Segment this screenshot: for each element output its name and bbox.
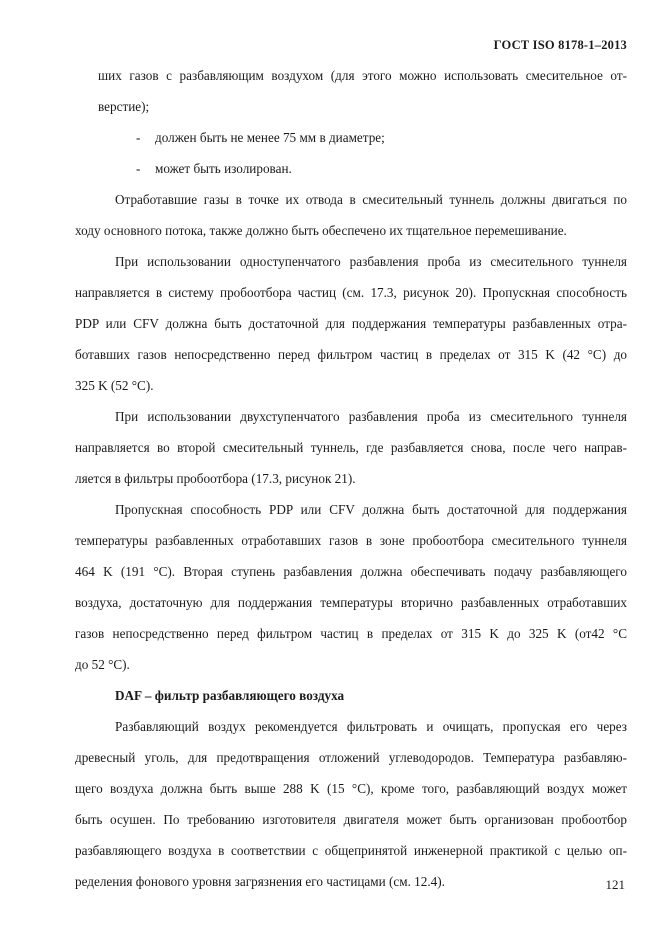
paragraph-line: Разбавляющий воздух рекомендуется фильтровать и очищать, пропуская его через bbox=[115, 719, 627, 734]
paragraph-line: PDP или CFV должна быть достаточной для поддержания температуры разбавленных отра- bbox=[75, 316, 627, 331]
paragraph-line: быть осушен. По требованию изготовителя двигателя может быть организован пробоотбор bbox=[75, 812, 627, 827]
continuation-line: верстие); bbox=[98, 99, 150, 114]
paragraph-line: ходу основного потока, также должно быть обеспечено их тщательное перемешивание. bbox=[75, 223, 567, 238]
bullet-item bbox=[75, 122, 627, 153]
paragraph-line: щего воздуха должна быть выше 288 K (15 °C), кроме того, разбавляющий воздух может bbox=[75, 781, 627, 796]
paragraph-line: воздуха, достаточную для поддержания температуры вторично разбавленных отработавших bbox=[75, 595, 627, 610]
paragraph-line: разбавляющего воздуха в соответствии с общепринятой инженерной практикой с целью оп- bbox=[75, 843, 627, 858]
bullet-text: должен быть не менее 75 мм в диаметре; bbox=[155, 130, 385, 145]
paragraph-line: 325 K (52 °C). bbox=[75, 378, 154, 393]
bullet-item bbox=[75, 153, 627, 184]
paragraph-line: температуры разбавленных отработавших газов в зоне пробоотбора смесительного туннеля bbox=[75, 533, 627, 548]
section-heading: DAF – фильтр разбавляющего воздуха bbox=[115, 688, 345, 703]
page-number: 121 bbox=[605, 877, 625, 892]
bullet-dash: - bbox=[136, 161, 141, 176]
paragraph-line: древесный уголь, для предотвращения отложений углеводородов. Температура разбавляю- bbox=[75, 750, 627, 765]
paragraph-line: ботавших газов непосредственно перед фильтром частиц в пределах от 315 K (42 °C) до bbox=[75, 347, 627, 362]
paragraph-line: направляется во второй смесительный туннель, где разбавляется снова, после чего направ- bbox=[75, 440, 627, 455]
document-header: ГОСТ ISO 8178-1–2013 bbox=[493, 38, 627, 52]
paragraph-line: При использовании одноступенчатого разбавления проба из смесительного туннеля bbox=[115, 254, 627, 269]
bullet-dash: - bbox=[136, 130, 141, 145]
paragraph-line: 464 K (191 °C). Вторая ступень разбавления должна обеспечивать подачу разбавляющего bbox=[75, 564, 627, 579]
continuation-line: ших газов с разбавляющим воздухом (для этого можно использовать смесительное от- bbox=[98, 68, 627, 83]
paragraph-line: ределения фонового уровня загрязнения его частицами (см. 12.4). bbox=[75, 874, 445, 889]
paragraph-line: При использовании двухступенчатого разбавления проба из смесительного туннеля bbox=[115, 409, 627, 424]
paragraph-line: ляется в фильтры пробоотбора (17.3, рисунок 21). bbox=[75, 471, 356, 486]
bullet-text: может быть изолирован. bbox=[155, 161, 292, 176]
page-body bbox=[75, 60, 627, 897]
paragraph-line: газов непосредственно перед фильтром частиц в пределах от 315 K до 325 K (от42 °C bbox=[75, 626, 627, 641]
paragraph-line: Отработавшие газы в точке их отвода в смесительный туннель должны двигаться по bbox=[115, 192, 627, 207]
paragraph-line: Пропускная способность PDP или CFV должна быть достаточной для поддержания bbox=[115, 502, 627, 517]
paragraph-line: направляется в систему пробоотбора частиц (см. 17.3, рисунок 20). Пропускная способность bbox=[75, 285, 627, 300]
paragraph-line: до 52 °C). bbox=[75, 657, 130, 672]
